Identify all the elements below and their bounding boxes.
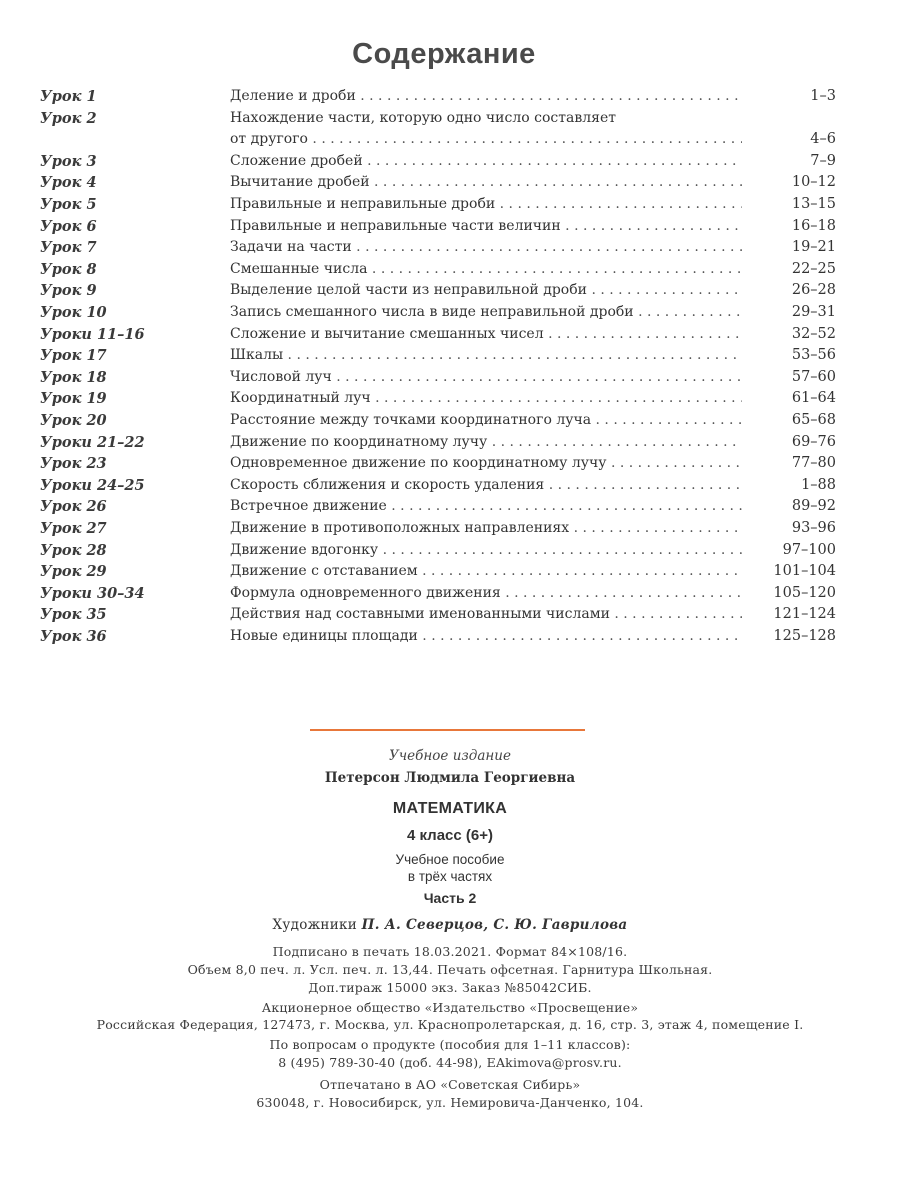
toc-row <box>0 585 900 607</box>
toc-topic: Нахождение части, которую одно число составляет <box>230 109 616 126</box>
toc-lesson: Урок 36 <box>40 628 107 645</box>
toc-lesson: Урок 17 <box>40 347 107 365</box>
toc-row <box>0 542 900 564</box>
toc-pages: 13–15 <box>791 196 836 212</box>
toc-row <box>0 218 900 240</box>
toc-pages: 16–18 <box>791 217 836 234</box>
toc-lesson: Урок 10 <box>40 304 107 321</box>
toc-lesson: Урок 27 <box>40 520 107 537</box>
toc-pages: 101–104 <box>773 563 836 580</box>
toc-pages: 1–3 <box>810 88 836 104</box>
toc-pages: 89–92 <box>791 498 836 515</box>
printer-address: 630048, г. Новосибирск, ул. Немировича-Данченко, 104. <box>256 1095 644 1110</box>
toc-pages: 26–28 <box>791 282 836 299</box>
toc-pages: 61–64 <box>791 390 836 407</box>
toc-topic: Задачи на части . . . <box>230 239 742 255</box>
toc-row <box>0 261 900 283</box>
toc-topic: Числовой луч . . . <box>230 369 742 385</box>
contacts-line: 8 (495) 789-30-40 (доб. 44-98), EAkimova@prosv.ru. <box>278 1055 622 1070</box>
toc-row <box>0 347 900 369</box>
toc-topic: Движение с отставанием . . . <box>230 563 742 579</box>
toc-pages: 53–56 <box>791 347 836 364</box>
toc-pages: 19–21 <box>791 239 836 256</box>
toc-topic: Расстояние между точками координатного луча . . . <box>230 412 742 428</box>
parts-count: в трёх частях <box>407 869 493 884</box>
toc-topic: Движение в противоположных направлениях . . . <box>230 520 742 536</box>
toc-topic: Вычитание дробей . . . <box>230 174 742 190</box>
toc-lesson: Урок 9 <box>40 282 97 300</box>
toc-row <box>0 369 900 391</box>
toc-pages: 97–100 <box>782 541 836 558</box>
toc-pages: 125–128 <box>773 628 836 644</box>
toc-pages: 32–52 <box>791 325 836 342</box>
artists-names: П. А. Северцов, С. Ю. Гаврилова <box>361 917 628 933</box>
toc-topic: Встречное движение . . . <box>230 498 742 514</box>
toc-row <box>0 455 900 477</box>
print-run-line: Доп.тираж 15000 экз. Заказ №85042СИБ. <box>308 980 592 995</box>
toc-lesson: Урок 4 <box>40 174 97 192</box>
toc-topic: Запись смешанного числа в виде неправильной дроби . . . <box>230 304 742 320</box>
toc-lesson: Урок 35 <box>40 606 107 624</box>
toc-lesson: Урок 8 <box>40 260 97 278</box>
toc-pages: 1–88 <box>801 476 836 493</box>
toc-topic: Формула одновременного движения . . . <box>230 585 742 601</box>
book-type: Учебное пособие <box>395 852 505 867</box>
toc-pages: 57–60 <box>791 368 836 385</box>
toc-topic: от другого . . . <box>230 131 742 147</box>
toc-row <box>0 196 900 218</box>
toc-topic: Одновременное движение по координатному лучу . . . <box>230 455 742 471</box>
toc-row <box>0 88 900 110</box>
toc-lesson: Уроки 24–25 <box>40 476 145 494</box>
toc-pages: 105–120 <box>773 584 836 601</box>
toc-row <box>0 412 900 434</box>
toc-row <box>0 498 900 520</box>
toc-pages: 7–9 <box>810 152 836 169</box>
toc-pages: 29–31 <box>791 304 836 320</box>
toc-pages: 10–12 <box>791 174 836 191</box>
toc-lesson: Урок 1 <box>40 88 97 105</box>
toc-topic: Скорость сближения и скорость удаления . . . <box>230 477 742 493</box>
toc-lesson: Урок 28 <box>40 541 107 559</box>
toc-pages: 22–25 <box>791 260 836 277</box>
toc-topic: Деление и дроби . . . <box>230 88 742 104</box>
artists-label: Художники <box>272 917 358 933</box>
author-name: Петерсон Людмила Георгиевна <box>324 770 576 786</box>
toc-row <box>0 563 900 585</box>
grade-label: 4 класс (6+) <box>406 827 493 844</box>
edition-kind: Учебное издание <box>389 748 511 764</box>
toc-pages: 93–96 <box>791 520 836 536</box>
toc-row <box>0 390 900 412</box>
toc-topic: Сложение и вычитание смешанных чисел . . . <box>230 326 742 342</box>
toc-lesson: Урок 3 <box>40 152 97 170</box>
questions-line: По вопросам о продукте (пособия для 1–11 классов): <box>269 1037 631 1052</box>
toc-pages: 65–68 <box>791 412 836 428</box>
toc-pages: 121–124 <box>773 606 836 623</box>
toc-row <box>0 606 900 628</box>
toc-lesson: Урок 23 <box>40 455 107 473</box>
toc-row <box>0 110 900 132</box>
toc-topic: Движение по координатному лучу . . . <box>230 434 742 450</box>
toc-topic: Сложение дробей . . . <box>230 153 742 169</box>
toc-row <box>0 304 900 326</box>
toc-topic: Новые единицы площади . . . <box>230 628 742 644</box>
toc-pages: 4–6 <box>810 131 836 148</box>
toc-topic: Смешанные числа . . . <box>230 261 742 277</box>
toc-topic: Действия над составными именованными числами . . . <box>230 606 742 622</box>
toc-lesson: Урок 20 <box>40 412 107 429</box>
artists-line <box>0 917 900 933</box>
toc-topic: Координатный луч . . . <box>230 390 742 406</box>
toc-lesson: Уроки 21–22 <box>40 433 145 451</box>
toc-lesson: Урок 5 <box>40 196 97 213</box>
toc-lesson: Урок 2 <box>40 109 97 127</box>
volume-line: Объем 8,0 печ. л. Усл. печ. л. 13,44. Печать офсетная. Гарнитура Школьная. <box>187 962 713 977</box>
toc-lesson: Урок 6 <box>40 217 97 235</box>
toc-row <box>0 326 900 348</box>
toc-row-continuation <box>0 131 900 153</box>
printed-at-line: Отпечатано в АО «Советская Сибирь» <box>319 1077 581 1092</box>
toc-row <box>0 282 900 304</box>
toc-lesson: Уроки 11–16 <box>40 325 145 343</box>
toc-row <box>0 434 900 456</box>
page-title: Содержание <box>352 38 536 70</box>
part-label: Часть 2 <box>423 890 477 906</box>
toc-row <box>0 520 900 542</box>
toc-row <box>0 153 900 175</box>
toc-row <box>0 239 900 261</box>
toc-lesson: Урок 26 <box>40 498 107 516</box>
book-subject: МАТЕМАТИКА <box>392 800 508 817</box>
toc-lesson: Уроки 30–34 <box>40 584 145 602</box>
publisher-line: Акционерное общество «Издательство «Просвещение» <box>261 1000 639 1015</box>
toc-topic: Выделение целой части из неправильной дроби . . . <box>230 282 742 298</box>
signed-line: Подписано в печать 18.03.2021. Формат 84×108/16. <box>272 944 628 959</box>
toc-pages: 77–80 <box>791 455 836 472</box>
toc-topic: Правильные и неправильные дроби . . . <box>230 196 742 212</box>
toc-topic: Движение вдогонку . . . <box>230 542 742 558</box>
toc-lesson: Урок 18 <box>40 368 107 386</box>
toc-topic: Шкалы . . . <box>230 347 742 363</box>
toc-lesson: Урок 29 <box>40 563 107 581</box>
toc-row <box>0 628 900 650</box>
toc-pages: 69–76 <box>791 433 836 450</box>
toc-lesson: Урок 7 <box>40 239 97 257</box>
publisher-address: Российская Федерация, 127473, г. Москва, ул. Краснопролетарская, д. 16, стр. 3, этаж 4, помещение I. <box>96 1017 804 1032</box>
toc-lesson: Урок 19 <box>40 390 107 408</box>
toc-row <box>0 477 900 499</box>
divider <box>310 729 585 731</box>
toc-topic: Правильные и неправильные части величин . . . <box>230 218 742 234</box>
toc-row <box>0 174 900 196</box>
